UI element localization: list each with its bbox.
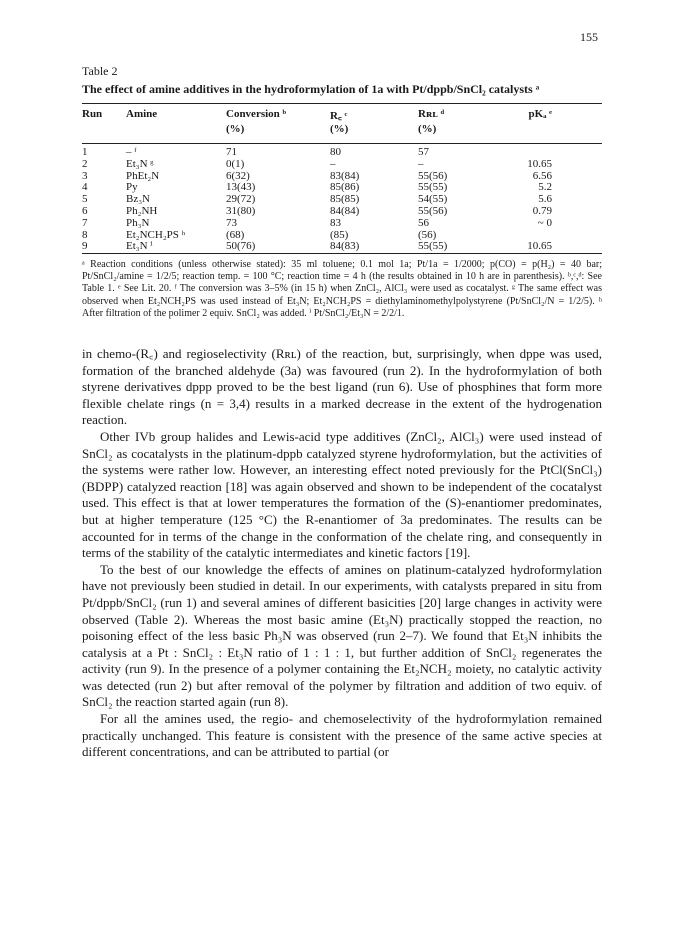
cell-rrl: (56) xyxy=(418,228,437,241)
cell-rc: 85(85) xyxy=(330,193,360,206)
paragraph-4: For all the amines used, the regio- and chemoselectivity of the hydroformylation remained practically unchanged. This feature is consistent with the presence of the same active species at different concentrations, and can be attributed to partial (or xyxy=(82,711,602,760)
header-rc-unit: (%) xyxy=(330,123,349,135)
table-header xyxy=(82,108,602,138)
cell-amine: Ph₃N xyxy=(126,216,150,229)
cell-rc: 83 xyxy=(330,216,341,229)
cell-pka: 10.65 xyxy=(527,157,552,170)
cell-rrl: 55(56) xyxy=(418,169,448,182)
cell-pka: 6.56 xyxy=(532,169,552,182)
table-caption: The effect of amine additives in the hydroformylation of 1a with Pt/dppb/SnCl₂ catalysts ᵃ xyxy=(82,82,540,96)
header-amine: Amine xyxy=(126,108,158,120)
cell-amine: PhEt₂N xyxy=(126,169,160,182)
cell-run: 7 xyxy=(82,216,88,229)
cell-run: 1 xyxy=(82,146,88,158)
cell-conversion: 71 xyxy=(226,146,237,158)
table-body xyxy=(82,147,602,253)
cell-amine: Et₂NCH₂PS ʰ xyxy=(126,228,186,241)
table-row xyxy=(82,241,602,253)
table-bottom-rule xyxy=(82,253,602,254)
cell-amine: Et₃N ⁱ xyxy=(126,240,153,253)
table-row xyxy=(82,147,602,159)
cell-amine: Ph₂NH xyxy=(126,204,158,217)
cell-amine: Bz₃N xyxy=(126,193,150,206)
cell-rrl: 54(55) xyxy=(418,193,448,206)
table-top-rule xyxy=(82,103,602,104)
table-footnotes: ᵃ Reaction conditions (unless otherwise stated): 35 ml toluene; 0.1 mol 1a; Pt/1a = 1/2000; p(CO) = p(H₂) = 40 bar; Pt/SnCl₂/amine = 1/2/5; reaction temp. = 100 °C; reaction time = 4 h (the results obtained in 10 h are in parenthesis). ᵇ,ᶜ,ᵈ: See Table 1. ᵉ See Lit. 20. ᶠ The conversion was 3–5% (in 15 h) when ZnCl₂, AlCl₃ were used as cocatalyst. ᵍ The same effect was observed when Et₂NCH₂PS was used instead of Et₃N; Et₂NCH₂PS = diethylaminomethylpolystyrene (Pt/SnCl₂/N = 1/2/5). ʰ After filtration of the polimer 2 equiv. SnCl₂ was added. ⁱ Pt/SnCl₂/Et₃N = 2/2/1. xyxy=(82,259,602,319)
cell-pka: 0.79 xyxy=(532,204,552,217)
table-row xyxy=(82,159,602,171)
cell-pka: ~ 0 xyxy=(537,216,552,229)
cell-conversion: (68) xyxy=(226,228,245,241)
cell-rc: 83(84) xyxy=(330,169,360,182)
cell-run: 8 xyxy=(82,228,88,241)
cell-pka: 5.6 xyxy=(538,193,552,206)
cell-rc: 85(86) xyxy=(330,181,360,194)
cell-pka: 5.2 xyxy=(538,181,552,194)
cell-rc: – xyxy=(330,157,336,170)
cell-rc: 80 xyxy=(330,146,341,158)
paragraph-2: Other IVb group halides and Lewis-acid type additives (ZnCl₂, AlCl₃) were used instead of SnCl₂ as cocatalysts in the platinum-dppb catalyzed styrene hydroformylation, but the activities of the systems were rather low. However, an interesting effect noted previously for the PtCl(SnCl₃)(BDPP) catalyzed reaction [18] was again observed and shown to be independent of the cocatalyst used. This effect is that at lower temperatures the formation of the (S)-enantiomer predominates, but at higher temperature (125 °C) the R-enantiomer of 3a predominates. The results can be accounted for in terms of the change in the conformation of the chelate ring, and consequently in terms of the stability of the catalytic intermediates and kinetic factors [19]. xyxy=(82,428,602,561)
cell-rrl: 57 xyxy=(418,146,429,158)
cell-run: 5 xyxy=(82,193,88,206)
cell-pka: 10.65 xyxy=(527,240,552,253)
cell-rrl: – xyxy=(418,157,424,170)
header-run: Run xyxy=(82,108,103,120)
header-pka: pKₐ ᵉ xyxy=(528,108,552,120)
cell-conversion: 6(32) xyxy=(226,169,250,182)
table-row xyxy=(82,206,602,218)
cell-conversion: 50(76) xyxy=(226,240,256,253)
header-conversion-unit: (%) xyxy=(226,123,245,135)
cell-run: 4 xyxy=(82,181,88,194)
table-label: Table 2 xyxy=(82,64,118,78)
cell-rc: (85) xyxy=(330,228,349,241)
paragraph-1: in chemo-(R꜀) and regioselectivity (Rʀʟ) of the reaction, but, surprisingly, when dppe was used, formation of the branched aldehyde (3a) was favoured (run 2). In the hydroformylation of both styrene derivatives dppp proved to be the best ligand (run 6). Use of phosphines that form more flexible chelate rings (n = 3,4) results in a marked decrease in the extent of the hydrogenation reaction. xyxy=(82,346,602,428)
cell-amine: Py xyxy=(126,181,138,194)
cell-run: 2 xyxy=(82,157,88,170)
cell-rc: 84(84) xyxy=(330,204,360,217)
cell-rrl: 55(56) xyxy=(418,204,448,217)
table-row xyxy=(82,218,602,230)
header-row-units xyxy=(82,123,602,138)
table-header-rule xyxy=(82,143,602,144)
cell-rrl: 55(55) xyxy=(418,240,448,253)
cell-conversion: 29(72) xyxy=(226,193,256,206)
body-text xyxy=(82,346,602,761)
cell-amine: – ᶠ xyxy=(126,146,137,158)
cell-run: 3 xyxy=(82,169,88,182)
header-rrl: Rʀʟ ᵈ xyxy=(418,108,445,120)
cell-conversion: 13(43) xyxy=(226,181,256,194)
cell-rrl: 55(55) xyxy=(418,181,448,194)
page-number: 155 xyxy=(580,30,598,44)
cell-amine: Et₃N ᵍ xyxy=(126,157,154,170)
header-conversion: Conversion ᵇ xyxy=(226,108,287,120)
header-row-labels xyxy=(82,108,602,123)
header-rrl-unit: (%) xyxy=(418,123,437,135)
cell-run: 9 xyxy=(82,240,88,253)
cell-conversion: 73 xyxy=(226,216,237,229)
cell-conversion: 0(1) xyxy=(226,157,245,170)
cell-conversion: 31(80) xyxy=(226,204,256,217)
paragraph-3: To the best of our knowledge the effects of amines on platinum-catalyzed hydroformylation have not previously been studied in detail. In our experiments, with catalysts prepared in situ from Pt/dppb/SnCl₂ (run 1) and several amines of different basicities [20] large changes in activity were observed (Table 2). Whereas the most basic amine (Et₃N) practically stopped the reaction, no poisoning effect of the less basic Ph₃N was observed (run 2–7). We found that Et₃N inhibits the catalysis at a Pt : SnCl₂ : Et₃N ratio of 1 : 1 : 1, but further addition of SnCl₂ regenerates the activity (run 9). In the presence of a polymer containing the Et₂NCH₂ moiety, no catalytic activity was detected (run 2) but after removal of the polymer by filtration and addition of two equiv. of SnCl₂ the reaction started again (run 8). xyxy=(82,561,602,710)
cell-rrl: 56 xyxy=(418,216,429,229)
cell-rc: 84(83) xyxy=(330,240,360,253)
cell-run: 6 xyxy=(82,204,88,217)
header-rc: R꜀ ᶜ xyxy=(330,110,348,122)
